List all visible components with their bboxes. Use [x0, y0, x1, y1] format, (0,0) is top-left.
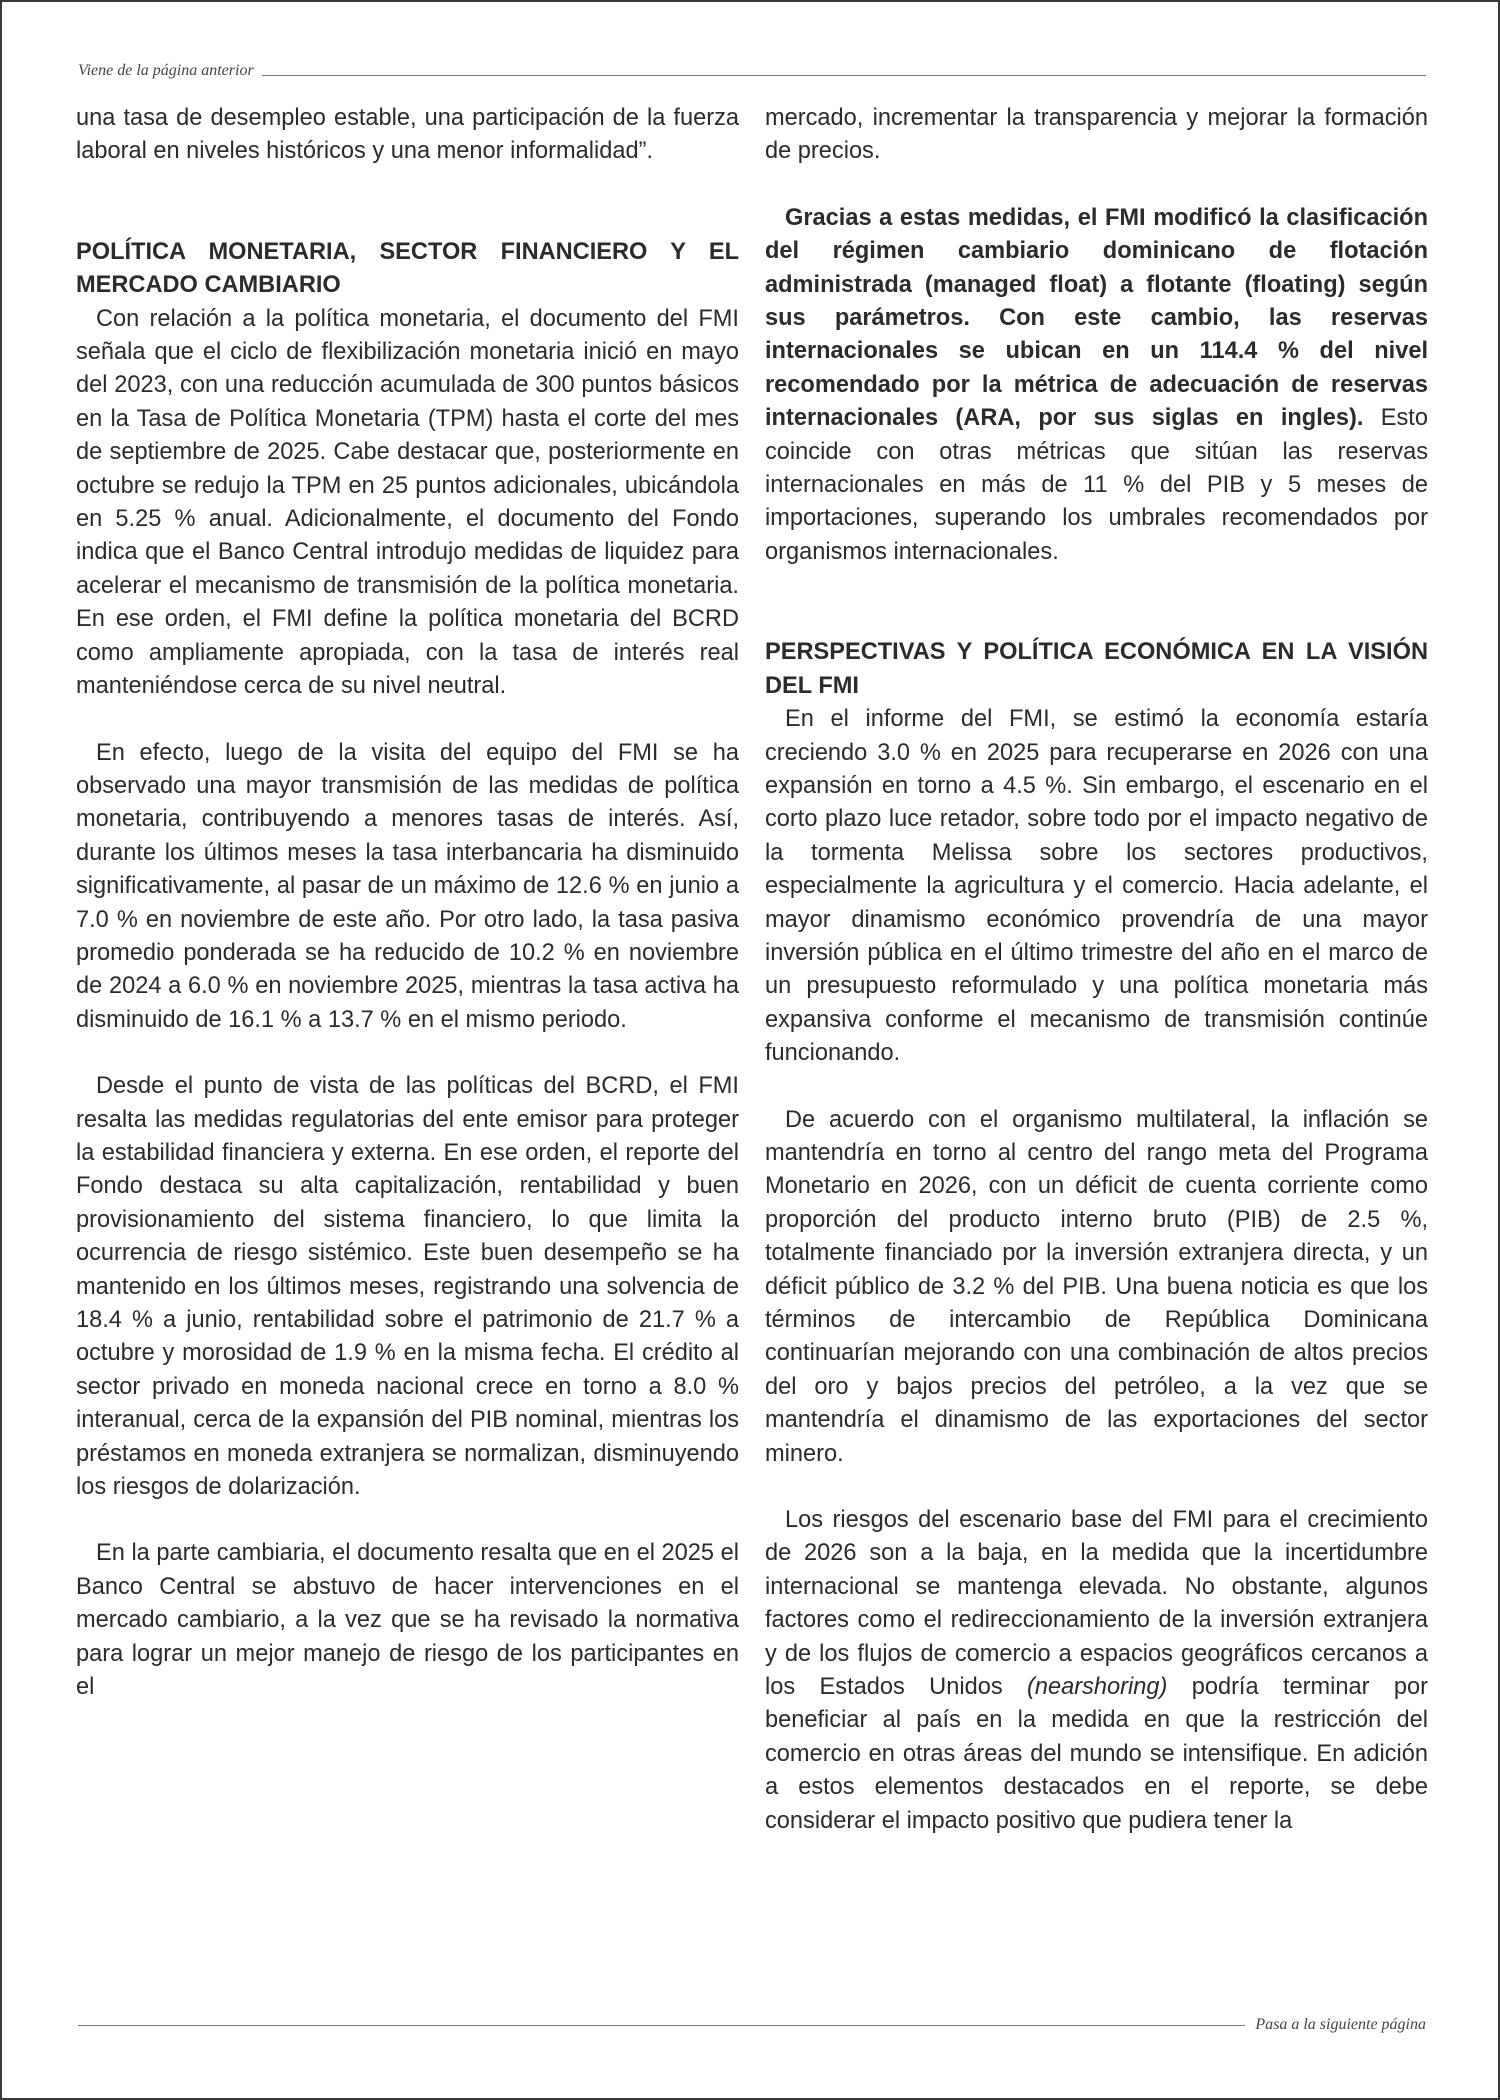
right-paragraph-3: De acuerdo con el organismo multilateral, la inflación se mantendría en torno al centro del rango meta del Programa Monetario en 2026, con un déficit de cuenta corriente como proporción del producto interno bruto (PIB) de 2.5 %, totalmente financiado por la inversión extranjera directa, y un déficit público de 3.2 % del PIB. Una buena noticia es que los términos de intercambio de República Dominicana continuarían mejorando con una combinación de altos precios del oro y bajos precios del petróleo, a la vez que se mantendría el dinamismo de las exportaciones del sector minero.: [765, 1106, 1428, 1467]
continued-from-note: Viene de la página anterior: [78, 62, 254, 79]
nearshoring-term: (nearshoring): [1027, 1674, 1168, 1701]
right-paragraph-1: [765, 202, 1428, 569]
right-column: [765, 102, 1428, 2002]
paragraph-part-a: Los riesgos del escenario base del FMI para el crecimiento de 2026 son a la baja, en la medida que la incertidumbre internacional se mantenga elevada. No obstante, algunos factores como el redireccionamiento de la inversión extranjera y de los flujos de comercio a espacios geográficos cercanos a los Estados Unidos: [765, 1507, 1428, 1701]
paragraph-part-b: podría terminar por beneficiar al país en la medida en que la restricción del comercio en otras áreas del mundo se intensifique. En adición a estos elementos destacados en el reporte, se debe considerar el impacto positivo que pudiera tener la: [765, 1674, 1428, 1834]
article-columns: [76, 102, 1428, 2002]
page-header: [78, 62, 1426, 80]
header-rule: [262, 75, 1426, 76]
right-intro-paragraph: mercado, incrementar la transparencia y mejorar la formación de precios.: [765, 105, 1428, 165]
page-footer: [78, 2016, 1426, 2034]
left-paragraph-4: En la parte cambiaria, el documento resalta que en el 2025 el Banco Central se abstuvo de hacer intervenciones en el mercado cambiario, a la vez que se ha revisado la normativa para lograr un mejor manejo de riesgo de los participantes en el: [76, 1540, 739, 1701]
right-paragraph-4: [765, 1504, 1428, 1838]
section-spacer: [76, 169, 739, 236]
left-paragraph-3: Desde el punto de vista de las políticas del BCRD, el FMI resalta las medidas regulatorias del ente emisor para proteger la estabilidad financiera y externa. En ese orden, el reporte del Fondo destaca su alta capitalización, rentabilidad y buen provisionamiento del sistema financiero, lo que limita la ocurrencia de riesgo sistémico. Este buen desempeño se ha mantenido en los últimos meses, registrando una solvencia de 18.4 % a junio, rentabilidad sobre el patrimonio de 21.7 % a octubre y morosidad de 1.9 % en la misma fecha. El crédito al sector privado en moneda nacional crece en torno a 8.0 % interanual, cerca de la expansión del PIB nominal, mientras los préstamos en moneda extranjera se normalizan, disminuyendo los riesgos de dolarización.: [76, 1073, 739, 1501]
left-paragraph-1: Con relación a la política monetaria, el documento del FMI señala que el ciclo de flexibilización monetaria inició en mayo del 2023, con una reducción acumulada de 300 puntos básicos en la Tasa de Política Monetaria (TPM) hasta el corte del mes de septiembre de 2025. Cabe destacar que, posteriormente en octubre se redujo la TPM en 25 puntos adicionales, ubicándola en 5.25 % anual. Adicionalmente, el documento del Fondo indica que el Banco Central introdujo medidas de liquidez para acelerar el mecanismo de transmisión de la política monetaria. En ese orden, el FMI define la política monetaria del BCRD como ampliamente apropiada, con la tasa de interés real manteniéndose cerca de su nivel neutral.: [76, 305, 739, 700]
continues-to-note: Pasa a la siguiente página: [1255, 2016, 1426, 2033]
right-paragraph-2: En el informe del FMI, se estimó la economía estaría creciendo 3.0 % en 2025 para recuperarse en 2026 con una expansión en torno a 4.5 %. Sin embargo, el escenario en el corto plazo luce retador, sobre todo por el impacto negativo de la tormenta Melissa sobre los sectores productivos, especialmente la agricultura y el comercio. Hacia adelante, el mayor dinamismo económico provendría de una mayor inversión pública en el último trimestre del año en el marco de un presupuesto reformulado y una política monetaria más expansiva conforme el mecanismo de transmisión continúe funcionando.: [765, 706, 1428, 1067]
footer-rule: [78, 2025, 1245, 2026]
left-paragraph-2: En efecto, luego de la visita del equipo del FMI se ha observado una mayor transmisión de las medidas de política monetaria, contribuyendo a menores tasas de interés. Así, durante los últimos meses la tasa interbancaria ha disminuido significativamente, al pasar de un máximo de 12.6 % en junio a 7.0 % en noviembre de este año. Por otro lado, la tasa pasiva promedio ponderada se ha reducido de 10.2 % en noviembre de 2024 a 6.0 % en noviembre 2025, mientras la tasa activa ha disminuido de 16.1 % a 13.7 % en el mismo periodo.: [76, 739, 739, 1033]
left-column: [76, 102, 739, 2002]
heading-monetary-policy: POLÍTICA MONETARIA, SECTOR FINANCIERO Y EL MERCADO CAMBIARIO: [76, 238, 739, 299]
left-intro-paragraph: una tasa de desempleo estable, una participación de la fuerza laboral en niveles históricos y una menor informalidad”.: [76, 105, 739, 165]
bold-highlight: Gracias a estas medidas, el FMI modificó la clasificación del régimen cambiario dominicano de flotación administrada (managed float) a flotante (floating) según sus parámetros. Con este cambio, las reservas internacionales se ubican en un 114.4 % del nivel recomendado por la métrica de adecuación de reservas internacionales (ARA, por sus siglas en ingles).: [765, 204, 1428, 432]
paragraph-continuation: Esto coincide con otras métricas que sitúan las reservas internacionales en más de 11 % del PIB y 5 meses de importaciones, superando los umbrales recomendados por organismos internacionales.: [765, 405, 1428, 565]
section-spacer: [765, 569, 1428, 636]
heading-outlook: PERSPECTIVAS Y POLÍTICA ECONÓMICA EN LA VISIÓN DEL FMI: [765, 639, 1428, 699]
